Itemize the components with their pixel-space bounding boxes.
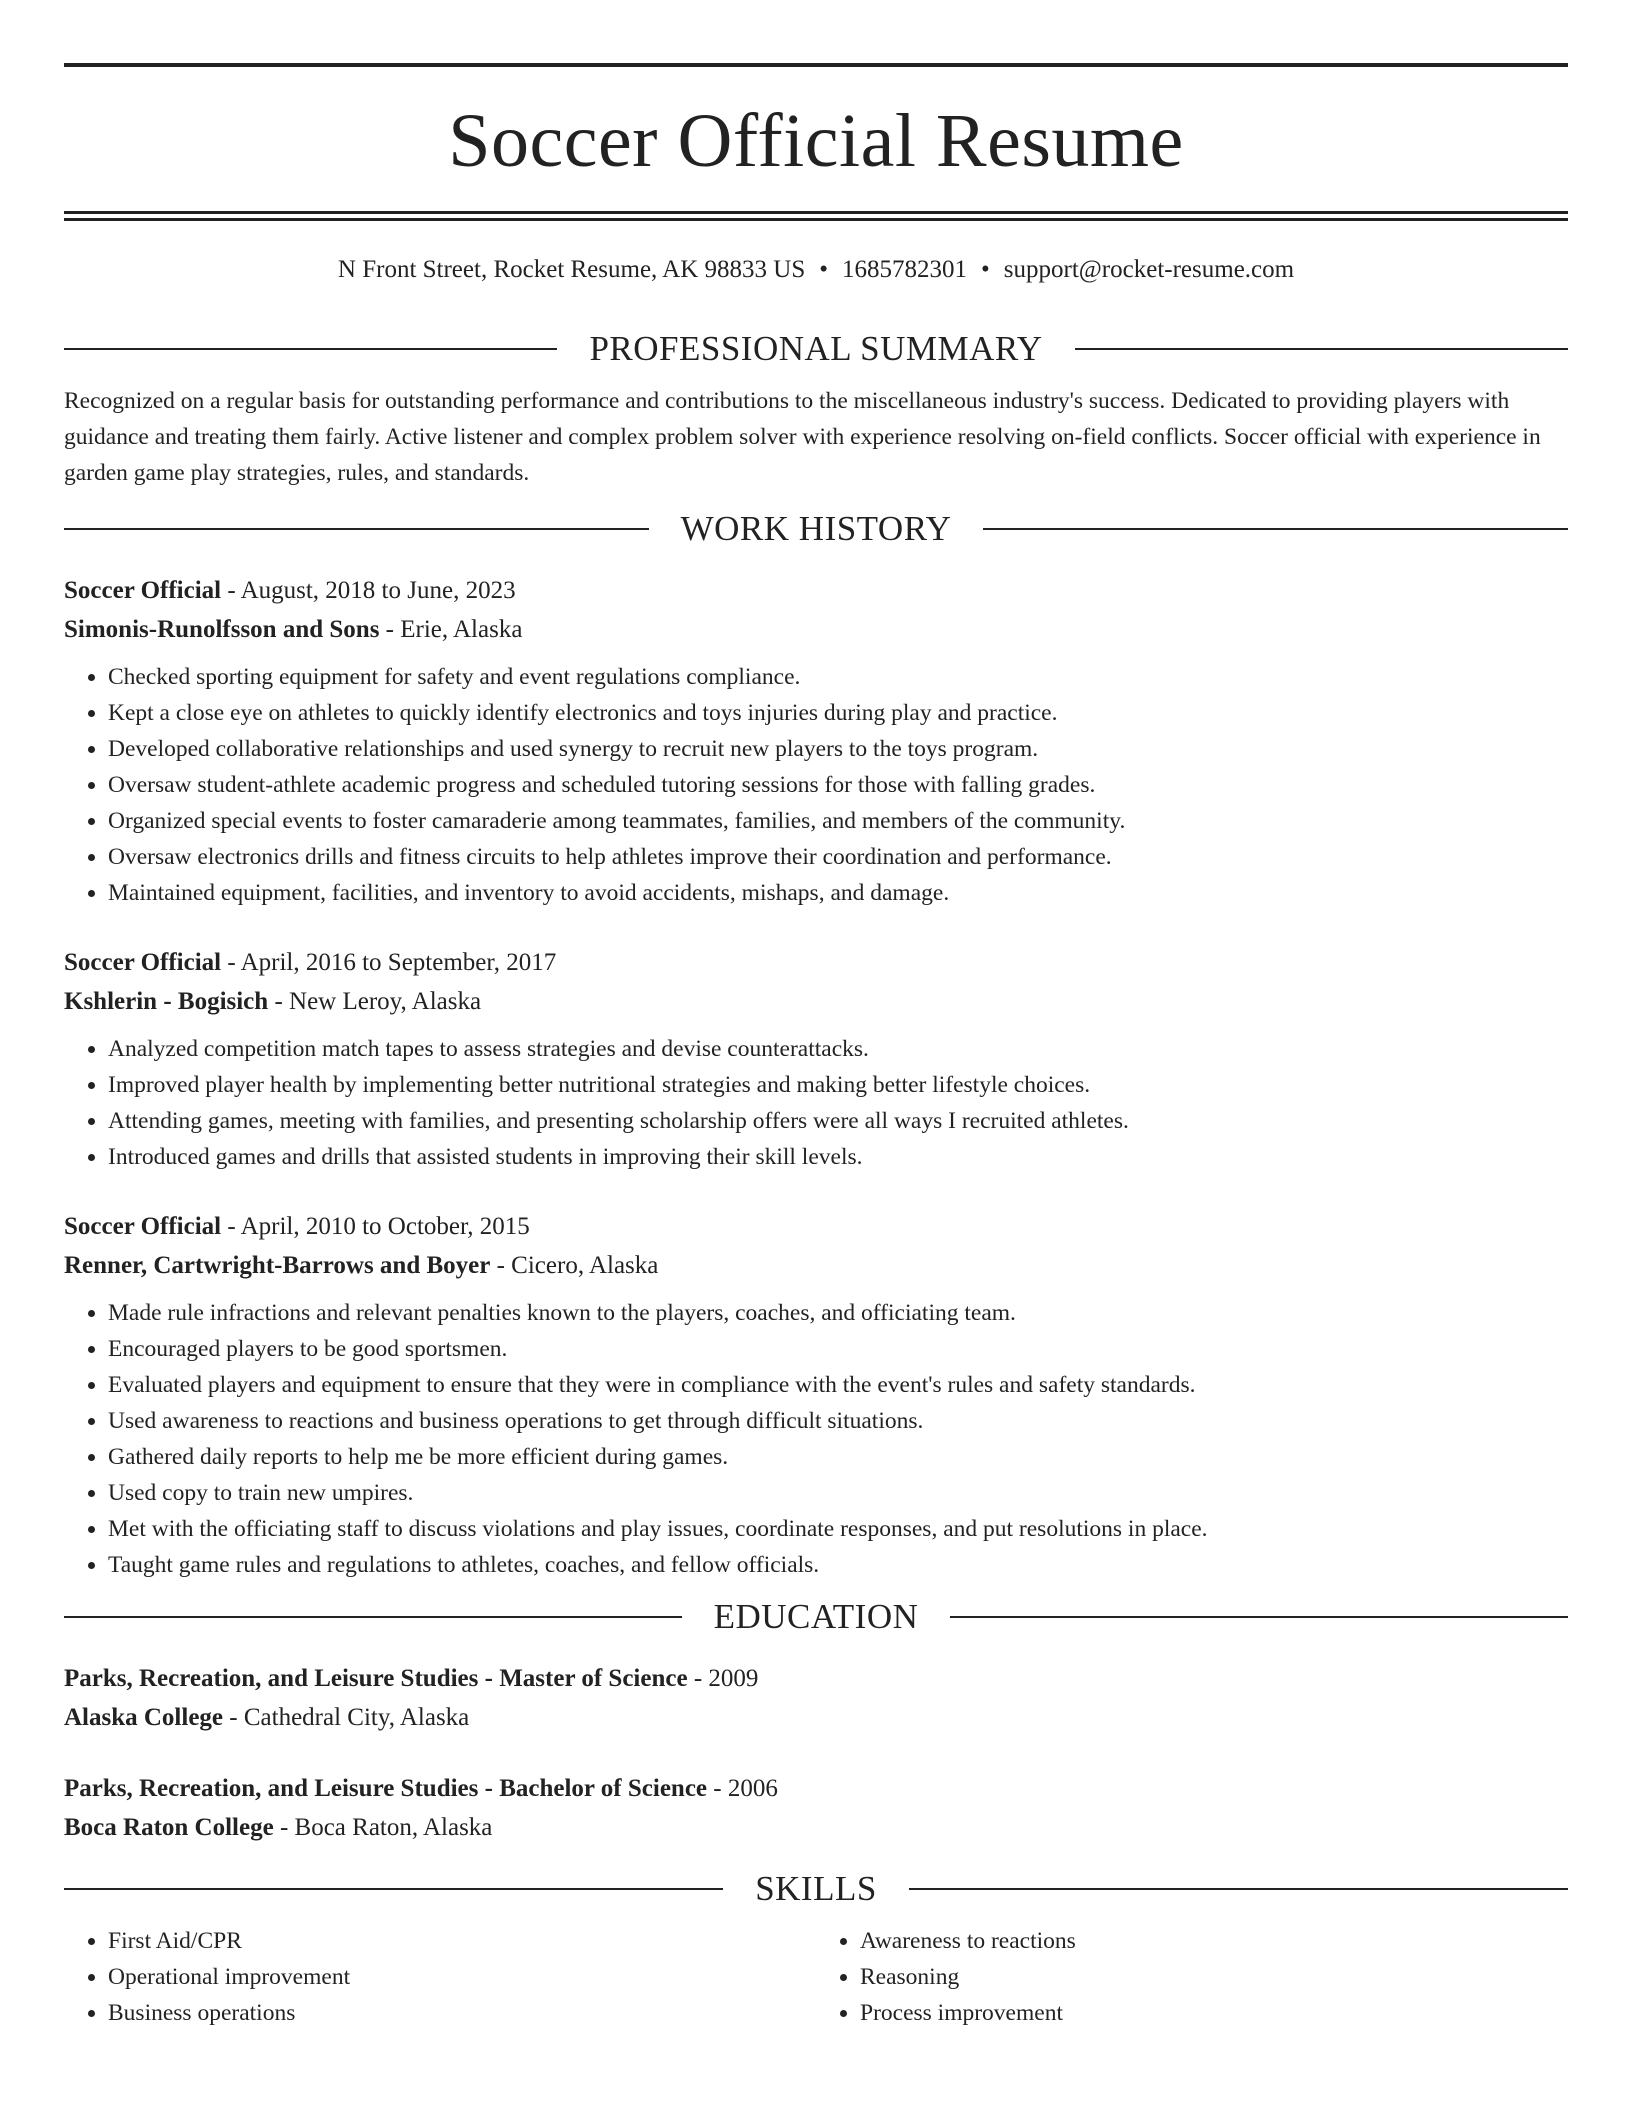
heading-rule bbox=[64, 1888, 723, 1890]
heading-rule bbox=[950, 1616, 1568, 1618]
list-item: • Made rule infractions and relevant penalties known to the players, coaches, and officiating team. bbox=[108, 1295, 1568, 1331]
contact-email: support@rocket-resume.com bbox=[1003, 256, 1295, 283]
job-company: Simonis-Runolfsson and Sons bbox=[64, 616, 380, 643]
top-rule bbox=[64, 63, 1568, 67]
degree-year: - 2006 bbox=[707, 1775, 778, 1802]
school: Boca Raton College bbox=[64, 1814, 274, 1841]
school-location: - Boca Raton, Alaska bbox=[273, 1814, 493, 1841]
job-entry bbox=[64, 1207, 1568, 1583]
job-title: Soccer Official bbox=[64, 949, 222, 976]
contact-line bbox=[64, 255, 1568, 285]
list-item: • Reasoning bbox=[860, 1959, 1568, 1995]
skills-heading-label: SKILLS bbox=[755, 1869, 877, 1908]
summary-heading bbox=[64, 329, 1568, 369]
list-item: • First Aid/CPR bbox=[108, 1923, 816, 1959]
education-heading bbox=[64, 1597, 1568, 1637]
education-entry bbox=[64, 1769, 1568, 1847]
list-item: • Oversaw electronics drills and fitness circuits to help athletes improve their coordination and performance. bbox=[108, 839, 1568, 875]
skills-column-right bbox=[816, 1923, 1568, 2031]
job-company: Kshlerin - Bogisich bbox=[64, 988, 269, 1015]
job-entry bbox=[64, 943, 1568, 1175]
job-location: - Cicero, Alaska bbox=[490, 1252, 659, 1279]
job-location: - New Leroy, Alaska bbox=[268, 988, 482, 1015]
summary-heading-label: PROFESSIONAL SUMMARY bbox=[589, 329, 1043, 368]
summary-text: Recognized on a regular basis for outstanding performance and contributions to the miscellaneous industry's success. Dedicated to providing players with guidance and treating them fairly. Active listener and complex problem solver with experience resolving on-field conflicts. Soccer official with experience in garden game play strategies, rules, and standards. bbox=[64, 388, 1541, 486]
list-item: • Maintained equipment, facilities, and inventory to avoid accidents, mishaps, and damage. bbox=[108, 875, 1568, 911]
work-history-heading-label: WORK HISTORY bbox=[680, 509, 952, 548]
list-item: • Operational improvement bbox=[108, 1959, 816, 1995]
list-item: • Gathered daily reports to help me be more efficient during games. bbox=[108, 1439, 1568, 1475]
job-title-line bbox=[64, 943, 1568, 982]
job-title-line bbox=[64, 571, 1568, 610]
school: Alaska College bbox=[64, 1704, 224, 1731]
list-item: • Used copy to train new umpires. bbox=[108, 1475, 1568, 1511]
job-dates: - August, 2018 to June, 2023 bbox=[221, 577, 516, 604]
degree-year: - 2009 bbox=[687, 1665, 759, 1692]
list-item: • Evaluated players and equipment to ensure that they were in compliance with the event's rules and safety standards. bbox=[108, 1367, 1568, 1403]
heading-rule bbox=[983, 528, 1568, 530]
contact-phone: 1685782301 bbox=[842, 256, 968, 283]
heading-rule bbox=[1075, 348, 1568, 350]
school-line bbox=[64, 1698, 1568, 1737]
job-company-line bbox=[64, 1246, 1568, 1285]
title-double-rule bbox=[64, 211, 1568, 221]
contact-address: N Front Street, Rocket Resume, AK 98833 US bbox=[337, 256, 806, 283]
list-item: • Awareness to reactions bbox=[860, 1923, 1568, 1959]
job-title: Soccer Official bbox=[64, 577, 222, 604]
job-company-line bbox=[64, 610, 1568, 649]
job-dates: - April, 2016 to September, 2017 bbox=[221, 949, 557, 976]
list-item: • Met with the officiating staff to discuss violations and play issues, coordinate responses, and put resolutions in place. bbox=[108, 1511, 1568, 1547]
job-location: - Erie, Alaska bbox=[379, 616, 523, 643]
list-item: • Oversaw student-athlete academic progress and scheduled tutoring sessions for those with falling grades. bbox=[108, 767, 1568, 803]
heading-rule bbox=[909, 1888, 1568, 1890]
contact-separator: • bbox=[981, 256, 990, 283]
job-company: Renner, Cartwright-Barrows and Boyer bbox=[64, 1252, 491, 1279]
education-entry bbox=[64, 1659, 1568, 1737]
list-item: • Developed collaborative relationships and used synergy to recruit new players to the toys program. bbox=[108, 731, 1568, 767]
school-line bbox=[64, 1808, 1568, 1847]
job-dates: - April, 2010 to October, 2015 bbox=[221, 1213, 530, 1240]
school-location: - Cathedral City, Alaska bbox=[223, 1704, 470, 1731]
list-item: • Process improvement bbox=[860, 1995, 1568, 2031]
list-item: • Used awareness to reactions and business operations to get through difficult situations. bbox=[108, 1403, 1568, 1439]
work-history-heading bbox=[64, 509, 1568, 549]
list-item: • Introduced games and drills that assisted students in improving their skill levels. bbox=[108, 1139, 1568, 1175]
job-company-line bbox=[64, 982, 1568, 1021]
list-item: • Taught game rules and regulations to athletes, coaches, and fellow officials. bbox=[108, 1547, 1568, 1583]
job-entry bbox=[64, 571, 1568, 911]
list-item: • Business operations bbox=[108, 1995, 816, 2031]
heading-rule bbox=[64, 1616, 682, 1618]
degree-line bbox=[64, 1769, 1568, 1808]
job-bullets bbox=[64, 1295, 1568, 1583]
list-item: • Attending games, meeting with families, and presenting scholarship offers were all ways I recruited athletes. bbox=[108, 1103, 1568, 1139]
list-item: • Analyzed competition match tapes to assess strategies and devise counterattacks. bbox=[108, 1031, 1568, 1067]
skills-heading bbox=[64, 1869, 1568, 1909]
resume-title: Soccer Official Resume bbox=[448, 99, 1184, 183]
job-title-line bbox=[64, 1207, 1568, 1246]
job-title: Soccer Official bbox=[64, 1213, 222, 1240]
list-item: • Improved player health by implementing better nutritional strategies and making better lifestyle choices. bbox=[108, 1067, 1568, 1103]
skills-column-left bbox=[64, 1923, 816, 2031]
job-bullets bbox=[64, 1031, 1568, 1175]
degree: Parks, Recreation, and Leisure Studies - Bachelor of Science bbox=[64, 1775, 708, 1802]
contact-separator: • bbox=[819, 256, 829, 283]
education-heading-label: EDUCATION bbox=[713, 1597, 919, 1636]
heading-rule bbox=[64, 348, 557, 350]
degree: Parks, Recreation, and Leisure Studies - Master of Science bbox=[64, 1665, 688, 1692]
degree-line bbox=[64, 1659, 1568, 1698]
job-bullets bbox=[64, 659, 1568, 911]
list-item: • Kept a close eye on athletes to quickly identify electronics and toys injuries during play and practice. bbox=[108, 695, 1568, 731]
heading-rule bbox=[64, 528, 649, 530]
list-item: • Organized special events to foster camaraderie among teammates, families, and members of the community. bbox=[108, 803, 1568, 839]
list-item: • Encouraged players to be good sportsmen. bbox=[108, 1331, 1568, 1367]
list-item: • Checked sporting equipment for safety and event regulations compliance. bbox=[108, 659, 1568, 695]
skills-grid bbox=[64, 1923, 1568, 2031]
